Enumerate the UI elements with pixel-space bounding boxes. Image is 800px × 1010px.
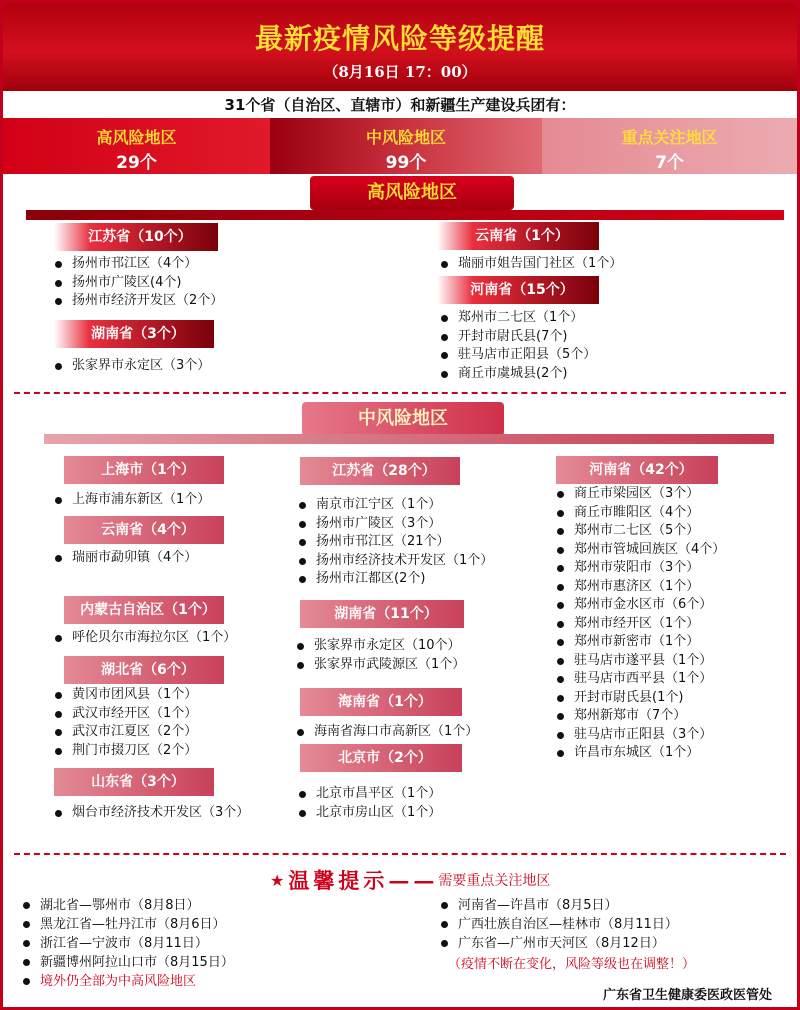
list-item: 驻马店市遂平县（1个） — [556, 652, 725, 671]
list-item: 黑龙江省—牡丹江市（8月6日） — [22, 915, 234, 934]
list-item: 广西壮族自治区—桂林市（8月11日） — [440, 915, 678, 934]
list-item: 郑州市二七区（5个） — [556, 522, 725, 541]
district-list — [440, 309, 596, 383]
category-count: 29个 — [116, 153, 157, 173]
list-item: 呼伦贝尔市海拉尔区（1个） — [54, 629, 236, 648]
list-item: 商丘市梁园区（3个） — [556, 485, 725, 504]
list-item: 郑州市惠济区（1个） — [556, 578, 725, 597]
district-list — [54, 629, 236, 648]
category-count: 7个 — [655, 153, 684, 173]
province-header: 江苏省（10个） — [54, 223, 218, 251]
district-list — [54, 255, 223, 311]
category-count: 99个 — [385, 153, 427, 173]
list-item: 南京市江宁区（1个） — [298, 496, 493, 515]
list-item: 郑州市二七区（1个） — [440, 309, 596, 328]
list-item: 商丘市睢阳区（4个） — [556, 504, 725, 523]
star-icon: ★ — [270, 870, 285, 890]
list-item: 黄冈市团风县（1个） — [54, 686, 197, 705]
list-item: 郑州市荥阳市（3个） — [556, 559, 725, 578]
district-list — [54, 357, 210, 376]
list-item: 武汉市经开区（1个） — [54, 705, 197, 724]
district-list — [298, 785, 441, 822]
list-item: 商丘市虞城县(2个) — [440, 365, 596, 384]
list-item: 开封市尉氏县(1个) — [556, 689, 725, 708]
list-item: 瑞丽市姐告国门社区（1个） — [440, 255, 622, 274]
district-list — [298, 496, 493, 589]
list-item: 湖北省—鄂州市（8月8日） — [22, 896, 234, 915]
tips-list-right — [440, 896, 678, 953]
province-header: 北京市（2个） — [300, 744, 462, 772]
province-header: 山东省（3个） — [54, 768, 214, 796]
list-item: 扬州市江都区(2个) — [298, 570, 493, 589]
province-header: 云南省（4个） — [64, 516, 224, 544]
province-header: 云南省（1个） — [437, 222, 599, 250]
footer-issuer: 广东省卫生健康委医政医管处 — [602, 988, 772, 1003]
list-item: 广东省—广州市天河区（8月12日） — [440, 934, 678, 953]
summary-line: 31个省（自治区、直辖市）和新疆生产建设兵团有： — [224, 96, 576, 114]
province-header: 江苏省（28个） — [300, 457, 460, 485]
tips-title: 温馨提示—— — [288, 868, 439, 893]
list-item: 扬州市广陵区(4个) — [54, 274, 223, 293]
category-high — [3, 118, 270, 174]
province-header: 海南省（1个） — [300, 688, 462, 716]
list-item: 荆门市掇刀区（2个） — [54, 742, 197, 761]
category-label: 重点关注地区 — [621, 128, 718, 147]
list-item: 开封市尉氏县(7个) — [440, 328, 596, 347]
category-label: 中风险地区 — [365, 128, 446, 147]
dashed-divider — [14, 853, 786, 855]
district-list — [440, 255, 622, 274]
district-list — [54, 804, 249, 823]
list-item: 许昌市东城区（1个） — [556, 744, 725, 763]
list-item: 驻马店市西平县（1个） — [556, 670, 725, 689]
list-item: 上海市浦东新区（1个） — [54, 491, 210, 510]
province-header: 河南省（42个） — [556, 456, 718, 484]
list-item: 北京市昌平区（1个） — [298, 785, 441, 804]
list-item: 河南省—许昌市（8月5日） — [440, 896, 678, 915]
dashed-divider — [14, 392, 786, 394]
tips-note: （疫情不断在变化，风险等级也在调整！） — [448, 957, 696, 972]
list-item: 北京市房山区（1个） — [298, 804, 441, 823]
section-title-high: 高风险地区 — [310, 176, 514, 210]
list-item: 扬州市经济技术开发区（1个） — [298, 552, 493, 571]
province-header: 湖南省（11个） — [300, 600, 464, 628]
category-mid — [270, 118, 542, 174]
district-list — [556, 485, 725, 763]
list-item: 海南省海口市高新区（1个） — [296, 723, 478, 742]
list-item: 境外仍全部为中高风险地区 — [22, 972, 234, 991]
section-rule-mid — [44, 434, 774, 444]
list-item: 扬州市广陵区（3个） — [298, 515, 493, 534]
district-list — [54, 549, 197, 568]
section-rule-high — [26, 210, 784, 220]
province-header: 湖北省（6个） — [64, 656, 224, 684]
section-title-mid: 中风险地区 — [302, 402, 504, 436]
district-list — [54, 491, 210, 510]
province-header: 湖南省（3个） — [54, 320, 214, 348]
list-item: 扬州市邗江区（21个） — [298, 533, 493, 552]
list-item: 张家界市永定区（10个） — [296, 637, 465, 656]
province-header: 河南省（15个） — [437, 276, 599, 304]
list-item: 张家界市武陵源区（1个） — [296, 656, 465, 675]
tips-heading — [270, 866, 550, 894]
list-item: 郑州市新密市（1个） — [556, 633, 725, 652]
list-item: 扬州市经济开发区（2个） — [54, 292, 223, 311]
list-item: 郑州市金水区市（6个） — [556, 596, 725, 615]
province-header: 上海市（1个） — [64, 456, 224, 484]
district-list — [54, 686, 197, 760]
list-item: 郑州市经开区（1个） — [556, 615, 725, 634]
list-item: 郑州新郑市（7个） — [556, 707, 725, 726]
district-list — [296, 723, 478, 742]
list-item: 武汉市江夏区（2个） — [54, 723, 197, 742]
list-item: 扬州市邗江区（4个） — [54, 255, 223, 274]
province-header: 内蒙古自治区（1个） — [64, 596, 224, 624]
update-time: （8月16日 17：00） — [323, 63, 477, 81]
category-focus — [542, 118, 797, 174]
list-item: 郑州市管城回族区（4个） — [556, 541, 725, 560]
category-label: 高风险地区 — [96, 128, 177, 147]
list-item: 驻马店市正阳县（3个） — [556, 726, 725, 745]
list-item: 驻马店市正阳县（5个） — [440, 346, 596, 365]
list-item: 张家界市永定区（3个） — [54, 357, 210, 376]
list-item: 新疆博州阿拉山口市（8月15日） — [22, 953, 234, 972]
list-item: 浙江省—宁波市（8月11日） — [22, 934, 234, 953]
page-title: 最新疫情风险等级提醒 — [254, 22, 545, 55]
tips-subtitle: 需要重点关注地区 — [438, 873, 551, 889]
district-list — [296, 637, 465, 674]
tips-list-left — [22, 896, 234, 991]
list-item: 烟台市经济技术开发区（3个） — [54, 804, 249, 823]
header-banner — [3, 3, 797, 91]
list-item: 瑞丽市勐卯镇（4个） — [54, 549, 197, 568]
